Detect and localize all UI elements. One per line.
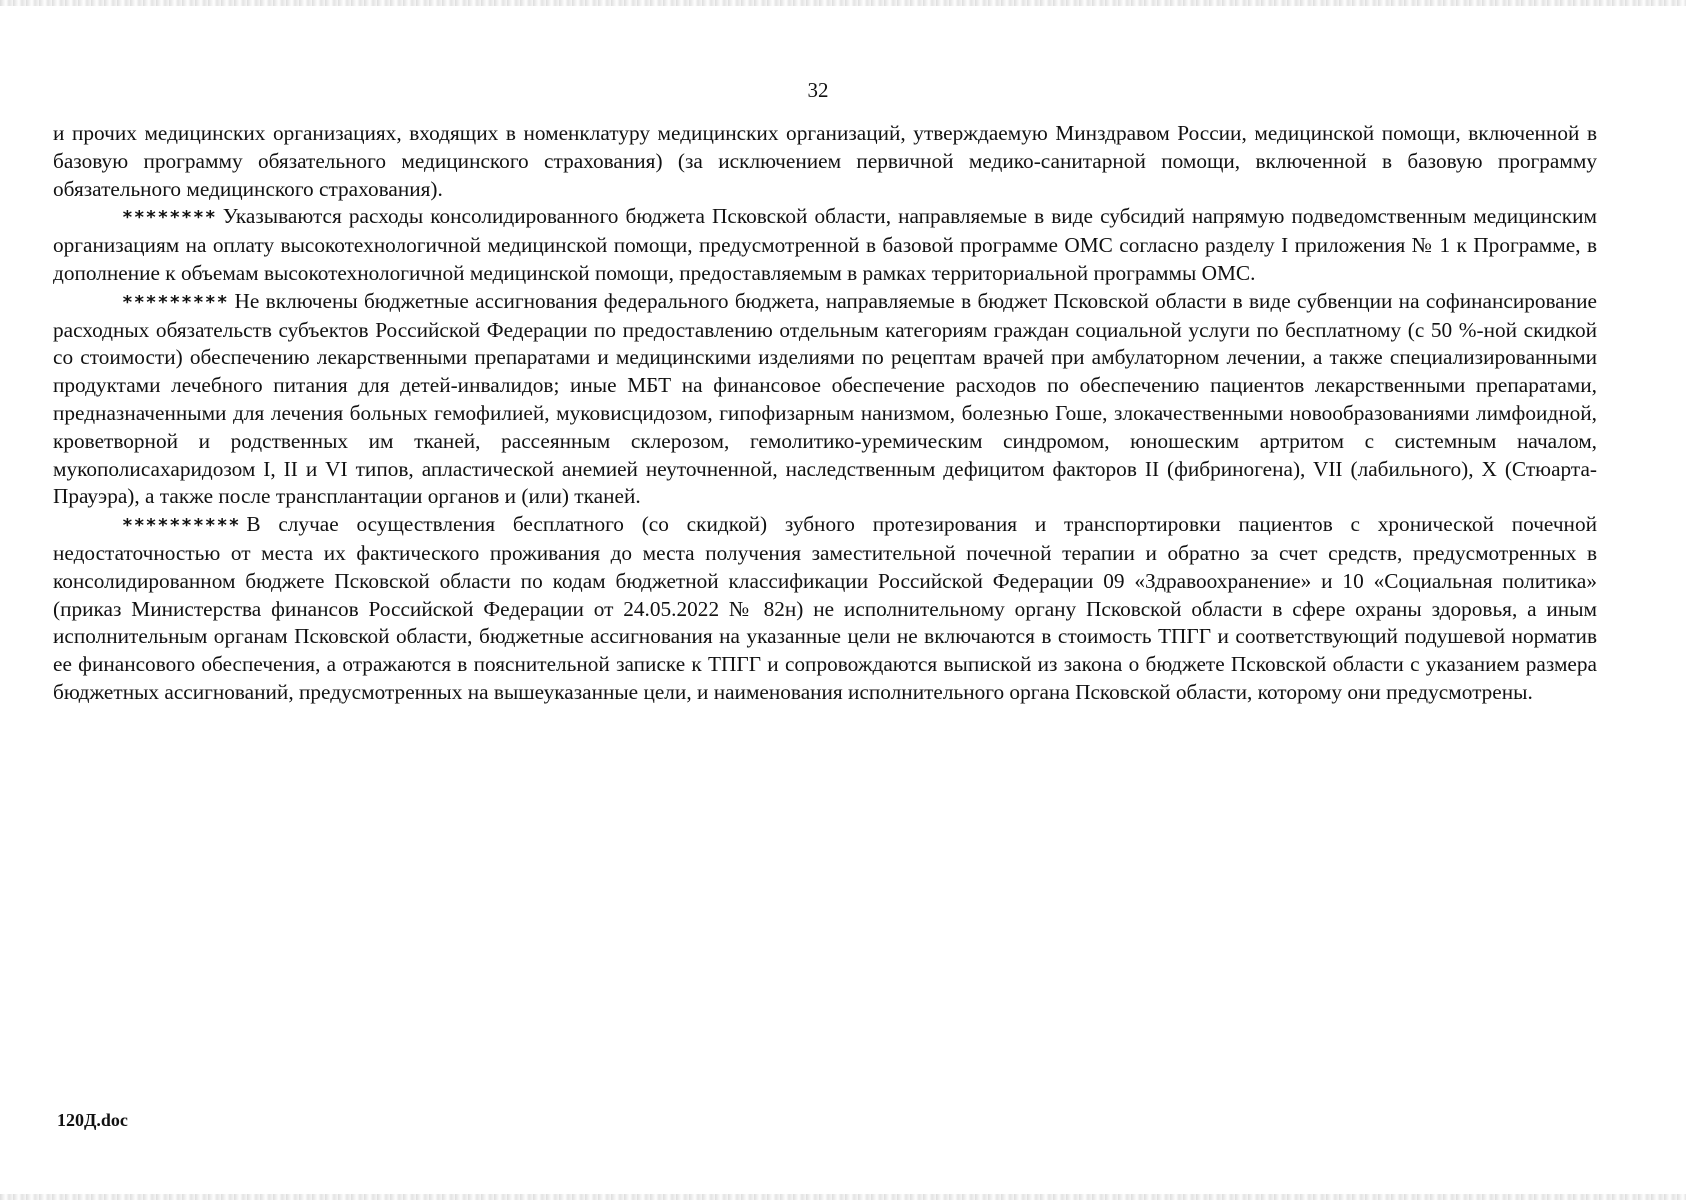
- footnote-marker: ********: [122, 207, 217, 229]
- footnote-continuation: [53, 120, 1597, 203]
- footnotes-block: [53, 120, 1597, 707]
- footer-filename: 120Д.doc: [57, 1110, 128, 1130]
- footnote-text: Не включены бюджетные ассигнования федерального бюджета, направляемые в бюджет Псковской области в виде субвенции на софинансирование расходных обязательств субъектов Российской Федерации по предоставлению отдельным категориям граждан социальной услуги по бесплатному (с 50 %-ной скидкой со стоимости) обеспечению лекарственными препаратами и медицинскими изделиями по рецептам врачей при амбулаторном лечении, а также специализированными продуктами лечебного питания для детей-инвалидов; иные МБТ на финансовое обеспечение расходов по обеспечению пациентов лекарственными препаратами, предназначенными для лечения больных гемофилией, муковисцидозом, гипофизарным нанизмом, болезнью Гоше, злокачественными новообразованиями лимфоидной, кроветворной и родственных им тканей, рассеянным склерозом, гемолитико-уремическим синдромом, юношеским артритом с системным началом, мукополисахаридозом I, II и VI типов, апластической анемией неуточненной, наследственным дефицитом факторов II (фибриногена), VII (лабильного), X (Стюарта-Прауэра), а также после трансплантации органов и (или) тканей.: [53, 288, 1597, 509]
- footnote-text: В случае осуществления бесплатного (со скидкой) зубного протезирования и транспортировки пациентов с хронической почечной недостаточностью от места их фактического проживания до места получения заместительной почечной терапии и обратно за счет средств, предусмотренных в консолидированном бюджете Псковской области по кодам бюджетной классификации Российской Федерации 09 «Здравоохранение» и 10 «Социальная политика» (приказ Министерства финансов Российской Федерации от 24.05.2022 № 82н) не исполнительному органу Псковской области в сфере охраны здоровья, а иным исполнительным органам Псковской области, бюджетные ассигнования на указанные цели не включаются в стоимость ТПГГ и соответствующий подушевой норматив ее финансового обеспечения, а отражаются в пояснительной записке к ТПГГ и сопровождаются выпиской из закона о бюджете Псковской области с указанием размера бюджетных ассигнований, предусмотренных на вышеуказанные цели, и наименования исполнительного органа Псковской области, которому они предусмотрены.: [53, 512, 1597, 704]
- footnote-9-stars: [53, 288, 1597, 511]
- footnote-10-stars: [53, 511, 1597, 707]
- footnote-8-stars: [53, 203, 1597, 287]
- scan-edge-bottom: [0, 1194, 1686, 1200]
- footnote-text: и прочих медицинских организациях, входящих в номенклатуру медицинских организаций, утверждаемую Минздравом России, медицинской помощи, включенной в базовую программу обязательного медицинского страхования) (за исключением первичной медико-санитарной помощи, включенной в базовую программу обязательного медицинского страхования).: [53, 121, 1597, 201]
- footnote-text: Указываются расходы консолидированного бюджета Псковской области, направляемые в виде субсидий напрямую подведомственным медицинским организациям на оплату высокотехнологичной медицинской помощи, предусмотренной в базовой программе ОМС согласно разделу I приложения № 1 к Программе, в дополнение к объемам высокотехнологичной медицинской помощи, предоставляемым в рамках территориальной программы ОМС.: [53, 204, 1597, 285]
- footnote-marker: *********: [122, 291, 229, 313]
- scan-edge-top: [0, 0, 1686, 6]
- page-number: 32: [807, 78, 829, 102]
- footnote-marker: **********: [122, 515, 241, 537]
